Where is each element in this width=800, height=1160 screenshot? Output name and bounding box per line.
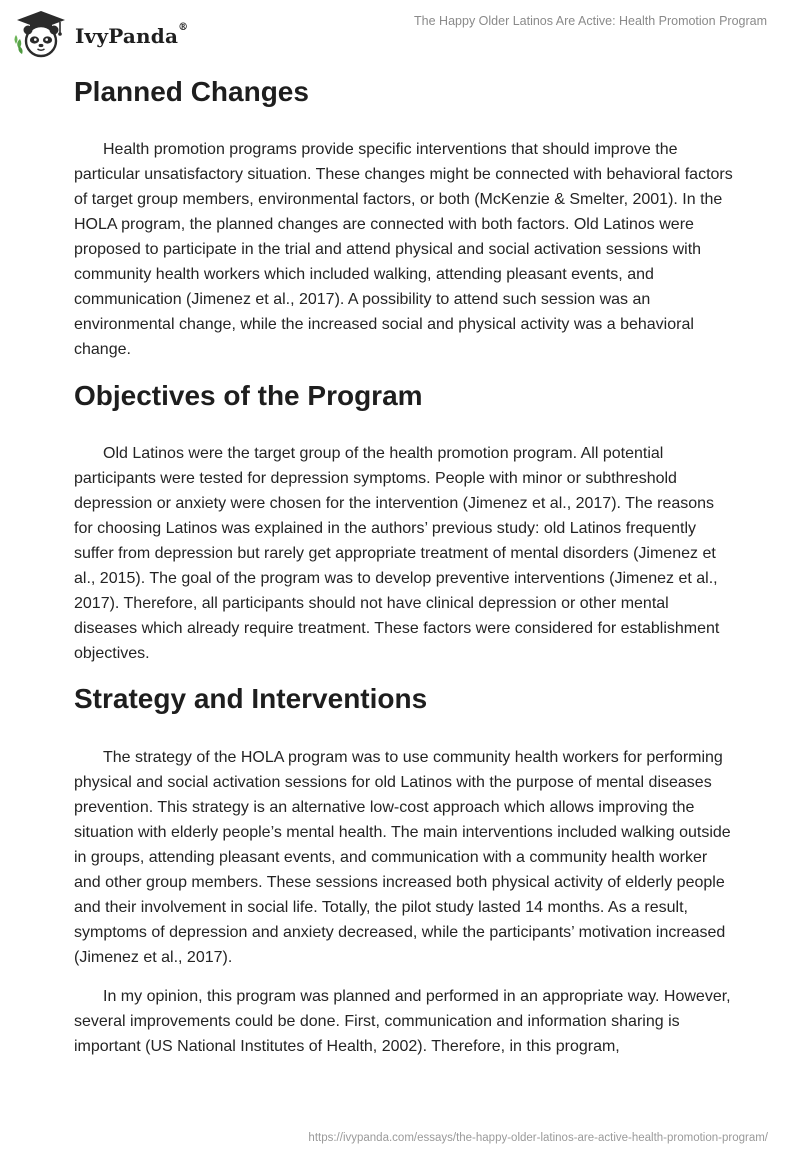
logo-wordmark: IvyPanda® — [75, 22, 189, 48]
ivypanda-logo[interactable] — [13, 9, 203, 59]
section-heading-planned-changes: Planned Changes — [74, 76, 309, 107]
essay-content — [74, 72, 734, 1059]
paragraph: Health promotion programs provide specific interventions that should improve the particular unsatisfactory situation. These changes might be connected with behavioral factors of target group members, environmental factors, or both (McKenzie & Smelter, 2001). In the HOLA program, the planned changes are connected with both factors. Old Latinos were proposed to participate in the trial and attend physical and social activation sessions with community health workers which included walking, attending pleasant events, and communication (Jimenez et al., 2017). A possibility to attend such session was an environmental change, while the increased social and physical activity was a behavioral change. — [74, 141, 733, 358]
paragraph: The strategy of the HOLA program was to use community health workers for performing physical and social activation sessions for old Latinos with the purpose of mental diseases prevention. This strategy is an alternative low-cost approach which allows improving the situation with elderly people’s mental health. The main interventions included walking outside in groups, attending pleasant events, and communication with a community health worker and other group members. These sessions increased both physical activity of elderly people and their involvement in social life. Totally, the pilot study lasted 14 months. As a result, symptoms of depression and anxiety decreased, while the participants’ motivation increased (Jimenez et al., 2017). — [74, 749, 731, 966]
page-header — [0, 0, 800, 62]
source-url-link[interactable]: https://ivypanda.com/essays/the-happy-older-latinos-are-active-health-promotion-program/ — [308, 1132, 768, 1144]
document-title: The Happy Older Latinos Are Active: Health Promotion Program — [414, 14, 767, 28]
section-heading-objectives: Objectives of the Program — [74, 380, 423, 411]
paragraph: In my opinion, this program was planned and performed in an appropriate way. However, several improvements could be done. First, communication and information sharing is important (US National Institutes of Health, 2002). Therefore, in this program, — [74, 988, 731, 1055]
panda-logo-icon — [13, 9, 69, 59]
paragraph: Old Latinos were the target group of the health promotion program. All potential participants were tested for depression symptoms. People with minor or subthreshold depression or anxiety were chosen for the intervention (Jimenez et al., 2017). The reasons for choosing Latinos was explained in the authors’ previous study: old Latinos frequently suffer from depression but rarely get appropriate treatment of mental disorders (Jimenez et al., 2015). The goal of the program was to develop preventive interventions (Jimenez et al., 2017). Therefore, all participants should not have clinical depression or other mental diseases which already require treatment. These factors were considered for establishment objectives. — [74, 445, 720, 662]
section-heading-strategy: Strategy and Interventions — [74, 683, 428, 714]
